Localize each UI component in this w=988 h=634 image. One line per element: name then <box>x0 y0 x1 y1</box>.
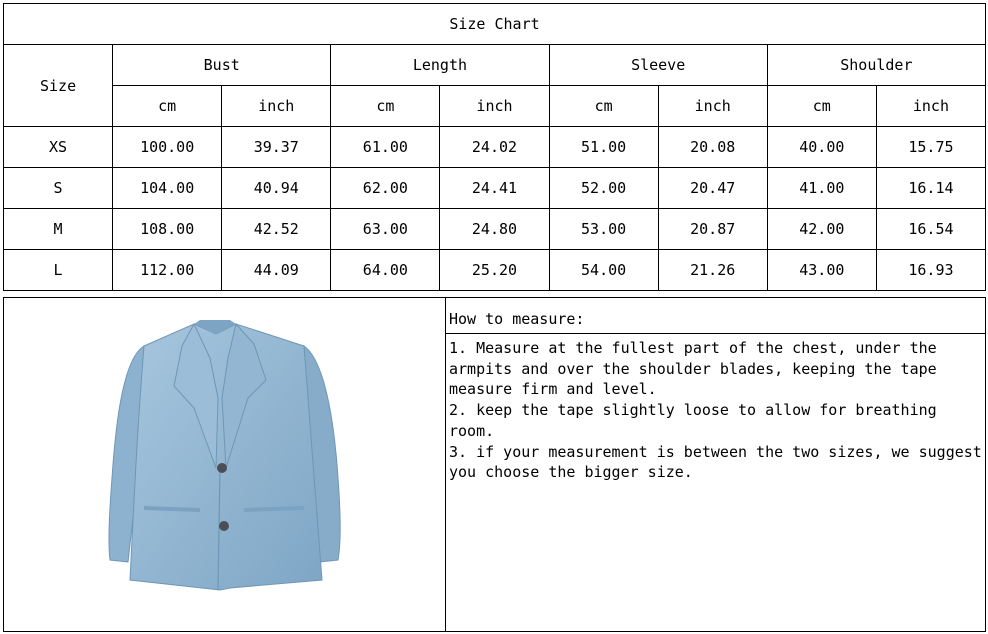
value-cell: 44.09 <box>222 250 331 291</box>
unit-header: inch <box>876 86 985 127</box>
value-cell: 16.14 <box>876 168 985 209</box>
table-row <box>4 168 986 209</box>
value-cell: 21.26 <box>658 250 767 291</box>
value-cell: 24.80 <box>440 209 549 250</box>
size-chart-title: Size Chart <box>4 4 986 45</box>
value-cell: 62.00 <box>331 168 440 209</box>
value-cell: 24.02 <box>440 127 549 168</box>
how-to-measure-title: How to measure: <box>446 298 985 334</box>
value-cell: 20.87 <box>658 209 767 250</box>
table-row <box>4 127 986 168</box>
value-cell: 61.00 <box>331 127 440 168</box>
size-cell: M <box>4 209 113 250</box>
value-cell: 24.41 <box>440 168 549 209</box>
value-cell: 41.00 <box>767 168 876 209</box>
measure-step: 1. Measure at the fullest part of the chest, under the armpits and over the shoulder blades, keeping the tape measure firm and level. <box>449 339 937 399</box>
value-cell: 42.52 <box>222 209 331 250</box>
value-cell: 51.00 <box>549 127 658 168</box>
measure-step: 2. keep the tape slightly loose to allow for breathing room. <box>449 401 937 440</box>
value-cell: 15.75 <box>876 127 985 168</box>
value-cell: 108.00 <box>113 209 222 250</box>
size-chart-table <box>3 3 986 291</box>
unit-header: cm <box>331 86 440 127</box>
unit-header: cm <box>549 86 658 127</box>
sleeve-header: Sleeve <box>549 45 767 86</box>
unit-header: inch <box>222 86 331 127</box>
size-cell: S <box>4 168 113 209</box>
value-cell: 112.00 <box>113 250 222 291</box>
value-cell: 16.93 <box>876 250 985 291</box>
shoulder-header: Shoulder <box>767 45 985 86</box>
length-header: Length <box>331 45 549 86</box>
value-cell: 64.00 <box>331 250 440 291</box>
how-to-measure-panel <box>446 298 985 631</box>
unit-header: cm <box>767 86 876 127</box>
value-cell: 20.47 <box>658 168 767 209</box>
value-cell: 100.00 <box>113 127 222 168</box>
unit-header: cm <box>113 86 222 127</box>
product-image-panel <box>4 298 446 631</box>
value-cell: 63.00 <box>331 209 440 250</box>
value-cell: 20.08 <box>658 127 767 168</box>
value-cell: 39.37 <box>222 127 331 168</box>
blazer-icon <box>4 298 445 631</box>
unit-header: inch <box>658 86 767 127</box>
measure-steps <box>446 334 985 483</box>
value-cell: 40.94 <box>222 168 331 209</box>
size-column-header: Size <box>4 45 113 127</box>
value-cell: 40.00 <box>767 127 876 168</box>
value-cell: 43.00 <box>767 250 876 291</box>
value-cell: 52.00 <box>549 168 658 209</box>
unit-header: inch <box>440 86 549 127</box>
bust-header: Bust <box>113 45 331 86</box>
measure-step: 3. if your measurement is between the two sizes, we suggest you choose the bigger size. <box>449 442 982 482</box>
size-cell: XS <box>4 127 113 168</box>
value-cell: 25.20 <box>440 250 549 291</box>
value-cell: 16.54 <box>876 209 985 250</box>
table-row <box>4 250 986 291</box>
value-cell: 54.00 <box>549 250 658 291</box>
size-cell: L <box>4 250 113 291</box>
value-cell: 53.00 <box>549 209 658 250</box>
value-cell: 104.00 <box>113 168 222 209</box>
measure-section <box>3 297 986 632</box>
value-cell: 42.00 <box>767 209 876 250</box>
table-row <box>4 209 986 250</box>
